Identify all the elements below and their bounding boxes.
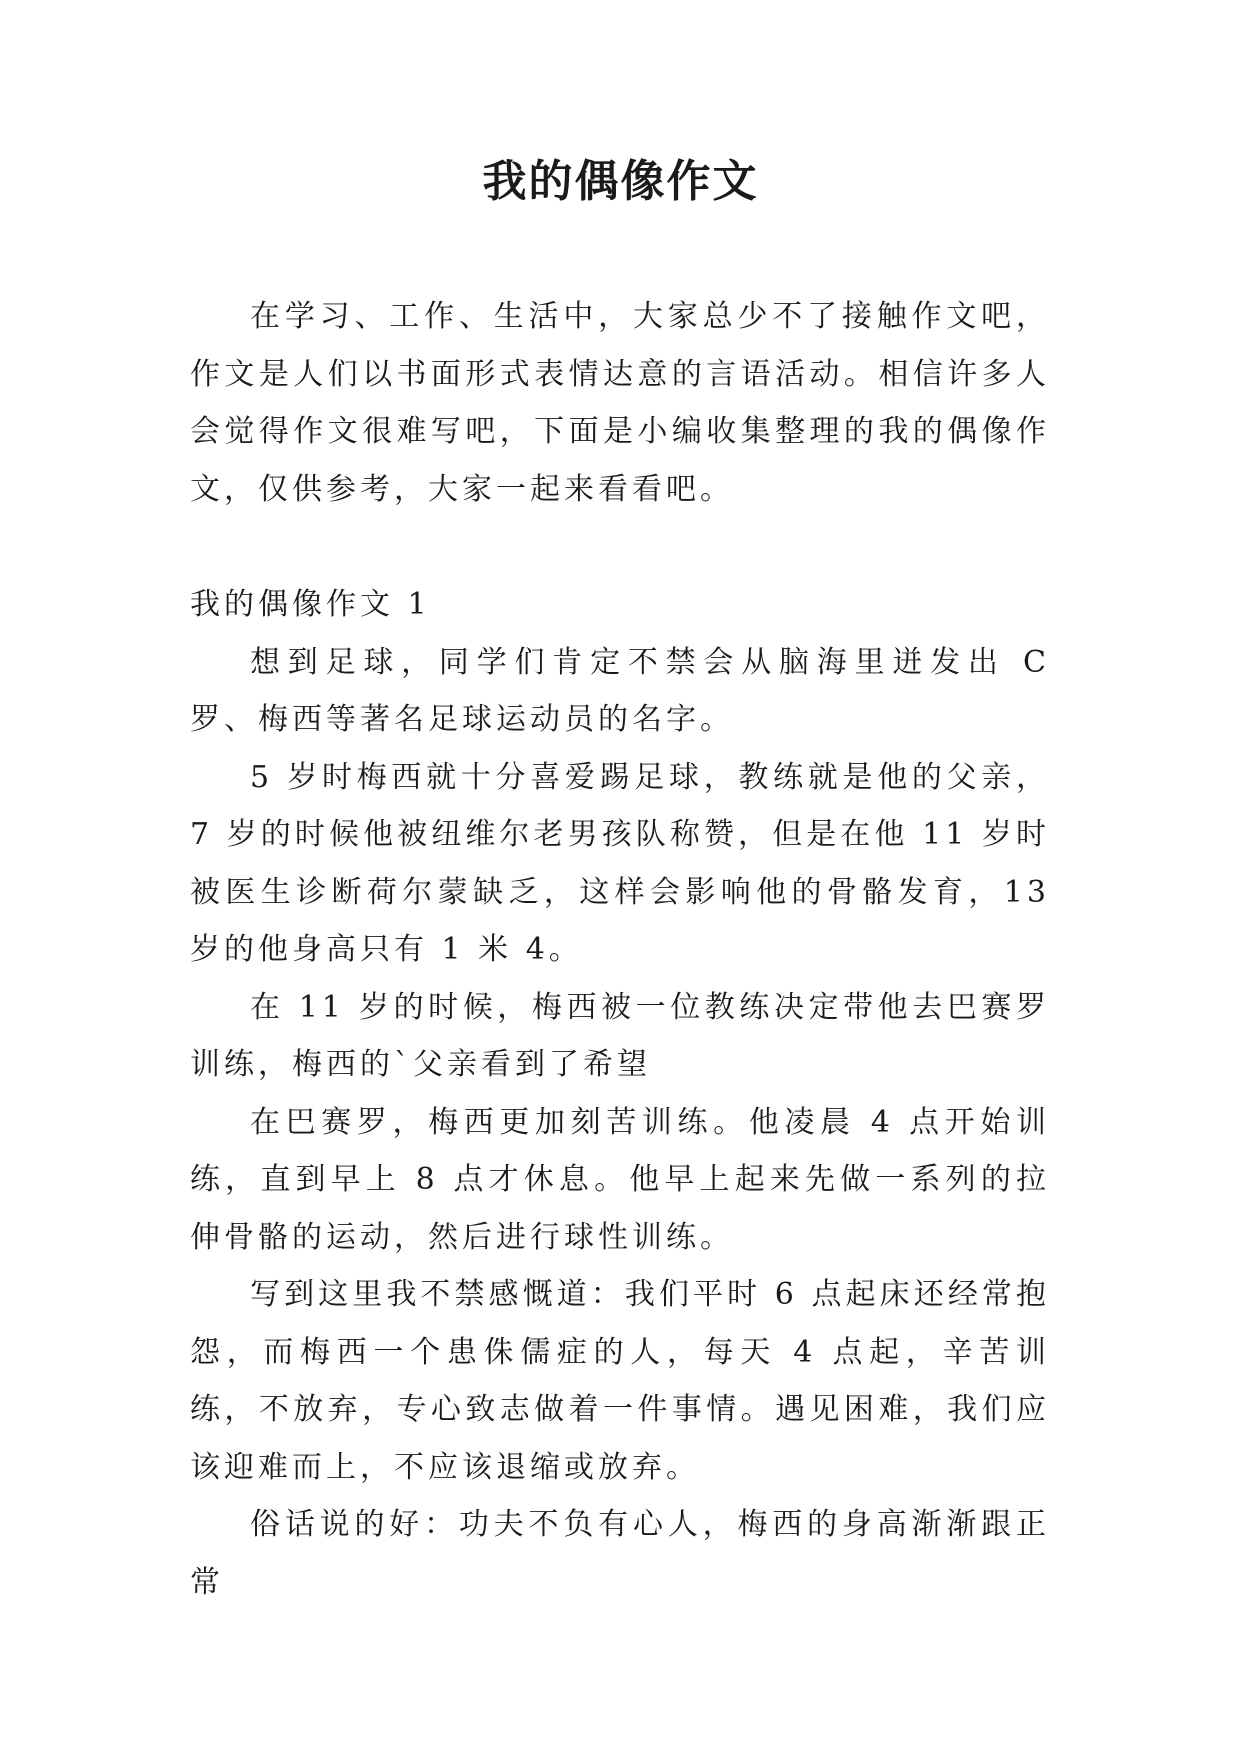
- document-body: [190, 288, 1050, 1611]
- body-paragraph: 写到这里我不禁感慨道：我们平时 6 点起床还经常抱怨，而梅西一个患侏儒症的人，每天 4 点起，辛苦训练，不放弃，专心致志做着一件事情。遇见困难，我们应该迎难而上，不应该退缩或放弃。: [190, 1277, 1050, 1485]
- body-paragraph: 想到足球，同学们肯定不禁会从脑海里迸发出 C 罗、梅西等著名足球运动员的名字。: [190, 644, 1050, 737]
- intro-paragraph: 在学习、工作、生活中，大家总少不了接触作文吧，作文是人们以书面形式表情达意的言语活动。相信许多人会觉得作文很难写吧，下面是小编收集整理的我的偶像作文，仅供参考，大家一起来看看吧。: [190, 299, 1050, 507]
- section-heading: 我的偶像作文 1: [190, 587, 431, 622]
- body-paragraph: 在巴赛罗，梅西更加刻苦训练。他凌晨 4 点开始训练，直到早上 8 点才休息。他早上起来先做一系列的拉伸骨骼的运动，然后进行球性训练。: [190, 1104, 1050, 1255]
- body-paragraph: 5 岁时梅西就十分喜爱踢足球，教练就是他的父亲，7 岁的时候他被纽维尔老男孩队称赞，但是在他 11 岁时被医生诊断荷尔蒙缺乏，这样会影响他的骨骼发育，13 岁的他身高只有 1 米 4。: [190, 759, 1050, 967]
- document-title: 我的偶像作文: [482, 156, 759, 207]
- body-paragraph: 在 11 岁的时候，梅西被一位教练决定带他去巴赛罗训练，梅西的`父亲看到了希望: [190, 989, 1050, 1082]
- body-paragraph: 俗话说的好：功夫不负有心人，梅西的身高渐渐跟正常: [190, 1507, 1050, 1600]
